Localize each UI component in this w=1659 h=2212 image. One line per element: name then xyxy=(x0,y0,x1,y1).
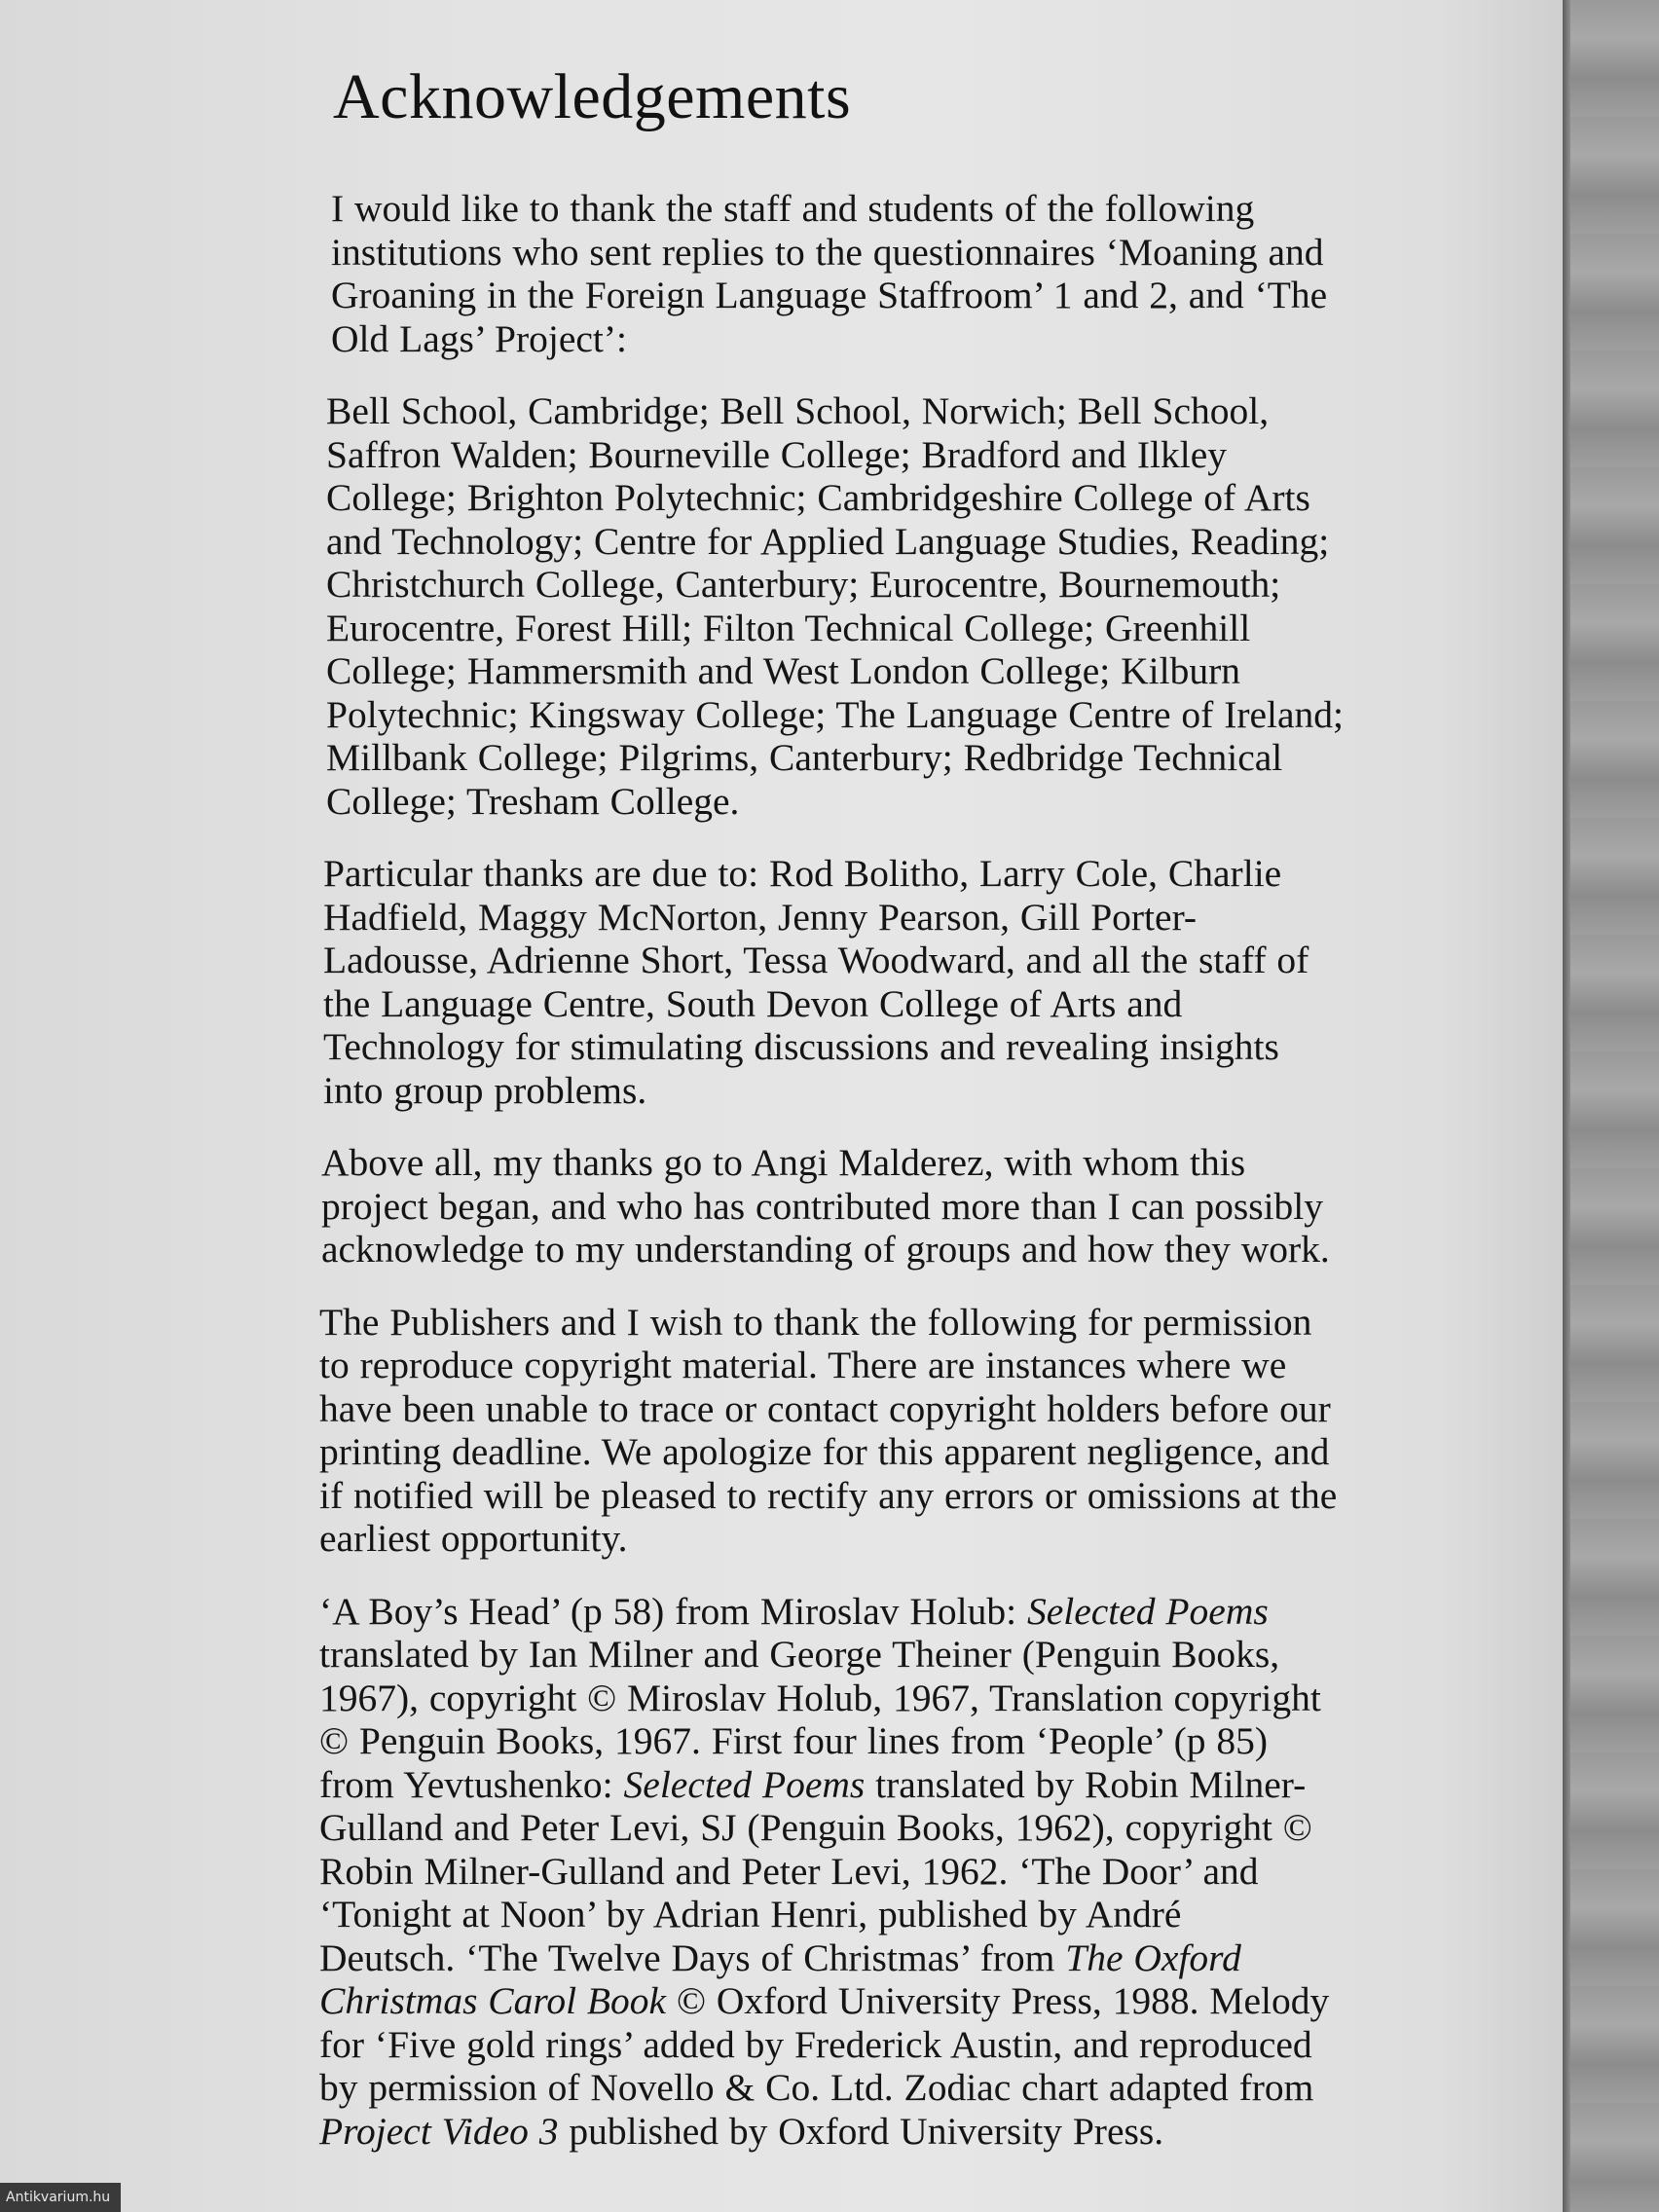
text-line: Hadfield, Maggy McNorton, Jenny Pearson, Gill Porter- xyxy=(323,895,1198,939)
text-line: Polytechnic; Kingsway College; The Language Centre of Ireland; xyxy=(326,692,1345,736)
text-line: Gulland and Peter Levi, SJ (Penguin Books, 1962), copyright © xyxy=(319,1806,1312,1849)
text-line: project began, and who has contributed more than I can possibly xyxy=(321,1184,1324,1228)
text-segment: Deutsch. ‘The Twelve Days of Christmas’ from xyxy=(319,1936,1066,1979)
paragraph-copyright-credits xyxy=(319,1590,1451,2154)
text-line: Old Lags’ Project’: xyxy=(331,316,628,360)
text-segment: © Oxford University Press, 1988. Melody xyxy=(666,1979,1330,2022)
text-segment: translated by Robin Milner- xyxy=(865,1762,1307,1806)
text-line: Technology for stimulating discussions and revealing insights xyxy=(323,1025,1279,1068)
text-segment: from Yevtushenko: xyxy=(319,1762,624,1806)
book-title: Selected Poems xyxy=(1026,1589,1269,1633)
text-line: Saffron Walden; Bourneville College; Bradford and Ilkley xyxy=(326,432,1227,476)
text-line: if notified will be pleased to rectify any errors or omissions at the xyxy=(319,1473,1338,1517)
book-title: The Oxford xyxy=(1065,1936,1241,1979)
page-content xyxy=(321,58,1451,2182)
text-line: to reproduce copyright material. There are instances where we xyxy=(319,1344,1287,1386)
text-line: Ladousse, Adrienne Short, Tessa Woodward, and all the staff of xyxy=(323,939,1309,981)
text-line: into group problems. xyxy=(323,1068,647,1112)
text-line xyxy=(319,1763,1451,1807)
text-segment: published by Oxford University Press. xyxy=(558,2109,1164,2153)
text-line: Above all, my thanks go to Angi Malderez, with whom this xyxy=(321,1141,1246,1184)
source-watermark: Antikvarium.hu xyxy=(0,2183,121,2212)
text-line: earliest opportunity. xyxy=(319,1517,628,1560)
text-line: the Language Centre, South Devon College of Arts and xyxy=(323,981,1183,1025)
text-line: College; Tresham College. xyxy=(326,779,740,823)
text-line: © Penguin Books, 1967. First four lines from ‘People’ (p 85) xyxy=(319,1719,1269,1762)
text-line: acknowledge to my understanding of groups and how they work. xyxy=(321,1228,1330,1271)
text-line xyxy=(319,2110,1451,2154)
text-line: printing deadline. We apologize for this apparent negligence, and xyxy=(319,1430,1330,1473)
page-title: Acknowledgements xyxy=(333,61,852,132)
text-line: institutions who sent replies to the questionnaires ‘Moaning and xyxy=(331,230,1324,274)
book-title: Selected Poems xyxy=(623,1762,866,1806)
text-line: and Technology; Centre for Applied Language Studies, Reading; xyxy=(326,519,1330,563)
text-line xyxy=(319,1590,1451,1634)
text-line: 1967), copyright © Miroslav Holub, 1967, Translation copyright xyxy=(319,1676,1321,1719)
paragraph-above-all xyxy=(321,1141,1451,1272)
text-line: by permission of Novello & Co. Ltd. Zodiac chart adapted from xyxy=(319,2066,1314,2109)
text-line: Robin Milner-Gulland and Peter Levi, 1962. ‘The Door’ and xyxy=(319,1849,1259,1893)
text-line: The Publishers and I wish to thank the following for permission xyxy=(319,1300,1312,1344)
text-line: Eurocentre, Forest Hill; Filton Technical College; Greenhill xyxy=(326,606,1251,649)
text-line: College; Brighton Polytechnic; Cambridgeshire College of Arts xyxy=(326,476,1310,519)
text-line: College; Hammersmith and West London College; Kilburn xyxy=(326,649,1240,692)
text-line: Millbank College; Pilgrims, Canterbury; Redbridge Technical xyxy=(326,736,1283,779)
text-line: have been unable to trace or contact copyright holders before our xyxy=(319,1386,1331,1430)
text-line: Christchurch College, Canterbury; Eurocentre, Bournemouth; xyxy=(326,563,1281,606)
text-line: Particular thanks are due to: Rod Bolitho, Larry Cole, Charlie xyxy=(323,852,1282,895)
text-line: Bell School, Cambridge; Bell School, Norwich; Bell School, xyxy=(326,389,1270,432)
text-line: Groaning in the Foreign Language Staffroom’ 1 and 2, and ‘The xyxy=(331,274,1328,316)
text-line: ‘Tonight at Noon’ by Adrian Henri, published by André xyxy=(319,1893,1182,1936)
book-binding-edge xyxy=(1563,0,1659,2212)
paragraph-thanks-intro xyxy=(321,187,1451,360)
text-line xyxy=(319,1936,1451,1980)
text-line xyxy=(319,1979,1451,2023)
paragraph-institutions xyxy=(321,389,1451,823)
text-line: for ‘Five gold rings’ added by Frederick Austin, and reproduced xyxy=(319,2022,1312,2066)
book-title: Project Video 3 xyxy=(319,2109,559,2153)
paragraph-permissions xyxy=(319,1301,1451,1561)
text-segment: ‘A Boy’s Head’ (p 58) from Miroslav Holub: xyxy=(319,1589,1027,1633)
text-line: translated by Ian Milner and George Theiner (Penguin Books, xyxy=(319,1633,1280,1676)
text-line: I would like to thank the staff and students of the following xyxy=(331,187,1255,230)
paragraph-particular-thanks xyxy=(321,852,1451,1112)
book-title: Christmas Carol Book xyxy=(319,1979,667,2022)
